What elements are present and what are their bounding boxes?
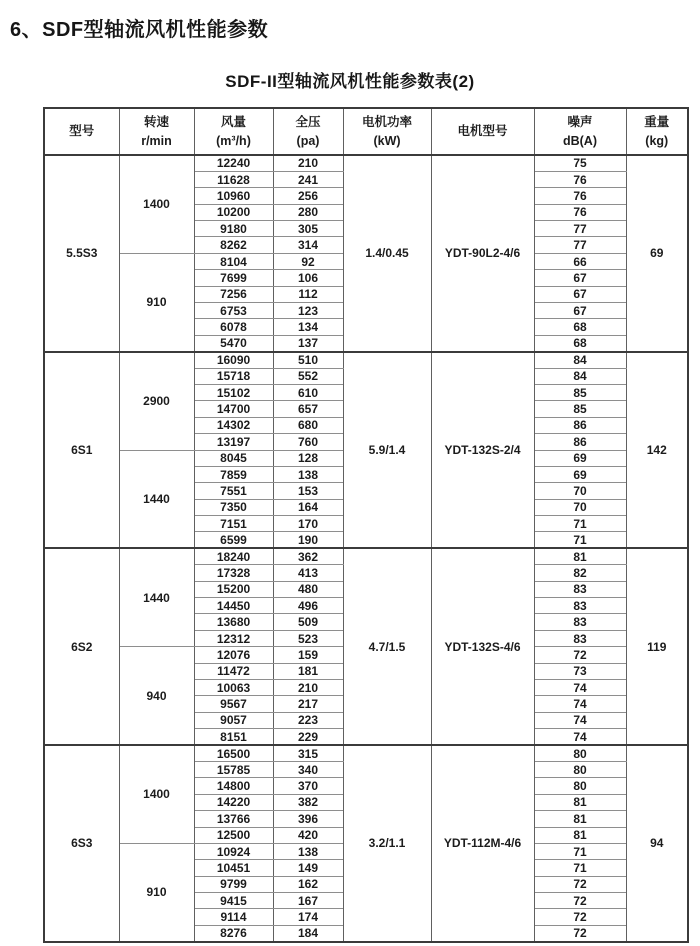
pressure-cell: 340 <box>273 761 343 777</box>
airflow-cell: 9114 <box>194 909 273 925</box>
pressure-cell: 510 <box>273 352 343 368</box>
motor-cell: YDT-132S-4/6 <box>431 548 534 745</box>
pressure-cell: 370 <box>273 778 343 794</box>
pressure-cell: 552 <box>273 368 343 384</box>
pressure-cell: 106 <box>273 270 343 286</box>
power-cell: 4.7/1.5 <box>343 548 431 745</box>
pressure-cell: 760 <box>273 434 343 450</box>
airflow-cell: 10063 <box>194 680 273 696</box>
motor-cell: YDT-112M-4/6 <box>431 745 534 942</box>
pressure-cell: 657 <box>273 401 343 417</box>
pressure-cell: 162 <box>273 876 343 892</box>
noise-cell: 72 <box>534 647 626 663</box>
pressure-cell: 610 <box>273 384 343 400</box>
airflow-cell: 7350 <box>194 499 273 515</box>
noise-cell: 86 <box>534 417 626 433</box>
airflow-cell: 15102 <box>194 384 273 400</box>
airflow-cell: 8045 <box>194 450 273 466</box>
speed-cell: 940 <box>119 647 194 745</box>
airflow-cell: 14450 <box>194 598 273 614</box>
header-weight-unit: (kg) <box>645 133 669 148</box>
header-cell-noise <box>534 108 626 155</box>
pressure-cell: 396 <box>273 811 343 827</box>
noise-cell: 75 <box>534 155 626 171</box>
header-cell-weight <box>626 108 688 155</box>
airflow-cell: 18240 <box>194 548 273 564</box>
pressure-cell: 315 <box>273 745 343 761</box>
model-cell: 5.5S3 <box>44 155 119 352</box>
pressure-cell: 509 <box>273 614 343 630</box>
noise-cell: 86 <box>534 434 626 450</box>
airflow-cell: 7151 <box>194 516 273 532</box>
airflow-cell: 14800 <box>194 778 273 794</box>
table-row <box>44 548 688 564</box>
noise-cell: 74 <box>534 712 626 728</box>
airflow-cell: 16500 <box>194 745 273 761</box>
pressure-cell: 305 <box>273 221 343 237</box>
pressure-cell: 223 <box>273 712 343 728</box>
header-model-label: 型号 <box>69 124 95 139</box>
pressure-cell: 217 <box>273 696 343 712</box>
pressure-cell: 210 <box>273 680 343 696</box>
pressure-cell: 496 <box>273 598 343 614</box>
airflow-cell: 9180 <box>194 221 273 237</box>
pressure-cell: 256 <box>273 188 343 204</box>
pressure-cell: 138 <box>273 466 343 482</box>
airflow-cell: 7256 <box>194 286 273 302</box>
airflow-cell: 5470 <box>194 335 273 351</box>
airflow-cell: 8104 <box>194 253 273 269</box>
speed-cell: 910 <box>119 843 194 941</box>
pressure-cell: 184 <box>273 925 343 941</box>
pressure-cell: 241 <box>273 171 343 187</box>
noise-cell: 72 <box>534 876 626 892</box>
pressure-cell: 138 <box>273 843 343 859</box>
noise-cell: 83 <box>534 630 626 646</box>
table-row <box>44 745 688 761</box>
airflow-cell: 8276 <box>194 925 273 941</box>
airflow-cell: 9057 <box>194 712 273 728</box>
weight-cell: 94 <box>626 745 688 942</box>
header-noise-unit: dB(A) <box>562 133 597 148</box>
table-header-row <box>44 108 688 155</box>
noise-cell: 71 <box>534 843 626 859</box>
table-row <box>44 352 688 368</box>
pressure-cell: 210 <box>273 155 343 171</box>
header-speed-unit: r/min <box>141 133 172 148</box>
noise-cell: 70 <box>534 483 626 499</box>
airflow-cell: 7551 <box>194 483 273 499</box>
airflow-cell: 11628 <box>194 171 273 187</box>
airflow-cell: 7859 <box>194 466 273 482</box>
pressure-cell: 153 <box>273 483 343 499</box>
airflow-cell: 10924 <box>194 843 273 859</box>
noise-cell: 80 <box>534 778 626 794</box>
pressure-cell: 181 <box>273 663 343 679</box>
airflow-cell: 14700 <box>194 401 273 417</box>
header-weight-label: 重量 <box>644 115 670 130</box>
table-row <box>44 155 688 171</box>
noise-cell: 77 <box>534 221 626 237</box>
noise-cell: 76 <box>534 204 626 220</box>
noise-cell: 67 <box>534 270 626 286</box>
speed-cell: 910 <box>119 253 194 351</box>
pressure-cell: 314 <box>273 237 343 253</box>
weight-cell: 119 <box>626 548 688 745</box>
airflow-cell: 6078 <box>194 319 273 335</box>
weight-cell: 142 <box>626 352 688 549</box>
noise-cell: 74 <box>534 729 626 745</box>
airflow-cell: 13197 <box>194 434 273 450</box>
noise-cell: 69 <box>534 450 626 466</box>
noise-cell: 85 <box>534 384 626 400</box>
pressure-cell: 229 <box>273 729 343 745</box>
noise-cell: 77 <box>534 237 626 253</box>
power-cell: 5.9/1.4 <box>343 352 431 549</box>
header-cell-pressure <box>273 108 343 155</box>
noise-cell: 80 <box>534 761 626 777</box>
pressure-cell: 280 <box>273 204 343 220</box>
pressure-cell: 382 <box>273 794 343 810</box>
airflow-cell: 8151 <box>194 729 273 745</box>
model-cell: 6S2 <box>44 548 119 745</box>
pressure-cell: 149 <box>273 860 343 876</box>
header-cell-airflow <box>194 108 273 155</box>
weight-cell: 69 <box>626 155 688 352</box>
noise-cell: 70 <box>534 499 626 515</box>
noise-cell: 84 <box>534 352 626 368</box>
speed-cell: 2900 <box>119 352 194 450</box>
header-speed-label: 转速 <box>143 115 169 130</box>
airflow-cell: 16090 <box>194 352 273 368</box>
power-cell: 3.2/1.1 <box>343 745 431 942</box>
noise-cell: 81 <box>534 811 626 827</box>
header-power-label: 电机功率 <box>361 115 412 130</box>
noise-cell: 66 <box>534 253 626 269</box>
pressure-cell: 523 <box>273 630 343 646</box>
airflow-cell: 13680 <box>194 614 273 630</box>
noise-cell: 76 <box>534 188 626 204</box>
motor-cell: YDT-132S-2/4 <box>431 352 534 549</box>
noise-cell: 82 <box>534 565 626 581</box>
model-cell: 6S3 <box>44 745 119 942</box>
airflow-cell: 9799 <box>194 876 273 892</box>
noise-cell: 81 <box>534 794 626 810</box>
noise-cell: 74 <box>534 696 626 712</box>
noise-cell: 76 <box>534 171 626 187</box>
header-noise-label: 噪声 <box>567 115 593 130</box>
noise-cell: 83 <box>534 581 626 597</box>
pressure-cell: 413 <box>273 565 343 581</box>
table-body <box>44 155 688 942</box>
airflow-cell: 10451 <box>194 860 273 876</box>
header-cell-motor <box>431 108 534 155</box>
model-cell: 6S1 <box>44 352 119 549</box>
header-cell-speed <box>119 108 194 155</box>
airflow-cell: 12312 <box>194 630 273 646</box>
header-airflow-label: 风量 <box>220 115 246 130</box>
noise-cell: 71 <box>534 532 626 548</box>
speed-cell: 1440 <box>119 450 194 548</box>
motor-cell: YDT-90L2-4/6 <box>431 155 534 352</box>
pressure-cell: 137 <box>273 335 343 351</box>
airflow-cell: 6753 <box>194 303 273 319</box>
power-cell: 1.4/0.45 <box>343 155 431 352</box>
fan-performance-table <box>43 107 689 943</box>
airflow-cell: 15718 <box>194 368 273 384</box>
pressure-cell: 92 <box>273 253 343 269</box>
pressure-cell: 167 <box>273 893 343 909</box>
pressure-cell: 164 <box>273 499 343 515</box>
pressure-cell: 134 <box>273 319 343 335</box>
pressure-cell: 480 <box>273 581 343 597</box>
pressure-cell: 174 <box>273 909 343 925</box>
noise-cell: 83 <box>534 598 626 614</box>
airflow-cell: 13766 <box>194 811 273 827</box>
pressure-cell: 362 <box>273 548 343 564</box>
airflow-cell: 12076 <box>194 647 273 663</box>
noise-cell: 67 <box>534 303 626 319</box>
airflow-cell: 12500 <box>194 827 273 843</box>
header-power-unit: (kW) <box>373 133 401 148</box>
noise-cell: 71 <box>534 516 626 532</box>
airflow-cell: 7699 <box>194 270 273 286</box>
table-header <box>44 108 688 155</box>
pressure-cell: 420 <box>273 827 343 843</box>
pressure-cell: 112 <box>273 286 343 302</box>
airflow-cell: 15200 <box>194 581 273 597</box>
airflow-cell: 12240 <box>194 155 273 171</box>
airflow-cell: 17328 <box>194 565 273 581</box>
noise-cell: 73 <box>534 663 626 679</box>
header-cell-model <box>44 108 119 155</box>
airflow-cell: 14302 <box>194 417 273 433</box>
speed-cell: 1440 <box>119 548 194 646</box>
noise-cell: 80 <box>534 745 626 761</box>
noise-cell: 72 <box>534 893 626 909</box>
pressure-cell: 123 <box>273 303 343 319</box>
header-motor-label: 电机型号 <box>457 124 508 139</box>
airflow-cell: 10960 <box>194 188 273 204</box>
noise-cell: 81 <box>534 548 626 564</box>
pressure-cell: 190 <box>273 532 343 548</box>
page-heading: 6、SDF型轴流风机性能参数 <box>10 19 269 41</box>
noise-cell: 85 <box>534 401 626 417</box>
noise-cell: 83 <box>534 614 626 630</box>
airflow-cell: 14220 <box>194 794 273 810</box>
noise-cell: 84 <box>534 368 626 384</box>
noise-cell: 72 <box>534 909 626 925</box>
header-cell-power <box>343 108 431 155</box>
header-pressure-unit: (pa) <box>296 133 320 148</box>
noise-cell: 72 <box>534 925 626 941</box>
noise-cell: 74 <box>534 680 626 696</box>
airflow-cell: 10200 <box>194 204 273 220</box>
noise-cell: 68 <box>534 335 626 351</box>
header-pressure-label: 全压 <box>295 115 321 130</box>
pressure-cell: 170 <box>273 516 343 532</box>
airflow-cell: 9567 <box>194 696 273 712</box>
noise-cell: 68 <box>534 319 626 335</box>
speed-cell: 1400 <box>119 155 194 253</box>
airflow-cell: 9415 <box>194 893 273 909</box>
noise-cell: 69 <box>534 466 626 482</box>
pressure-cell: 680 <box>273 417 343 433</box>
airflow-cell: 15785 <box>194 761 273 777</box>
noise-cell: 81 <box>534 827 626 843</box>
header-airflow-unit: (m³/h) <box>216 133 251 148</box>
airflow-cell: 6599 <box>194 532 273 548</box>
pressure-cell: 159 <box>273 647 343 663</box>
airflow-cell: 8262 <box>194 237 273 253</box>
noise-cell: 71 <box>534 860 626 876</box>
pressure-cell: 128 <box>273 450 343 466</box>
noise-cell: 67 <box>534 286 626 302</box>
table-title: SDF-II型轴流风机性能参数表(2) <box>225 72 475 91</box>
airflow-cell: 11472 <box>194 663 273 679</box>
speed-cell: 1400 <box>119 745 194 843</box>
